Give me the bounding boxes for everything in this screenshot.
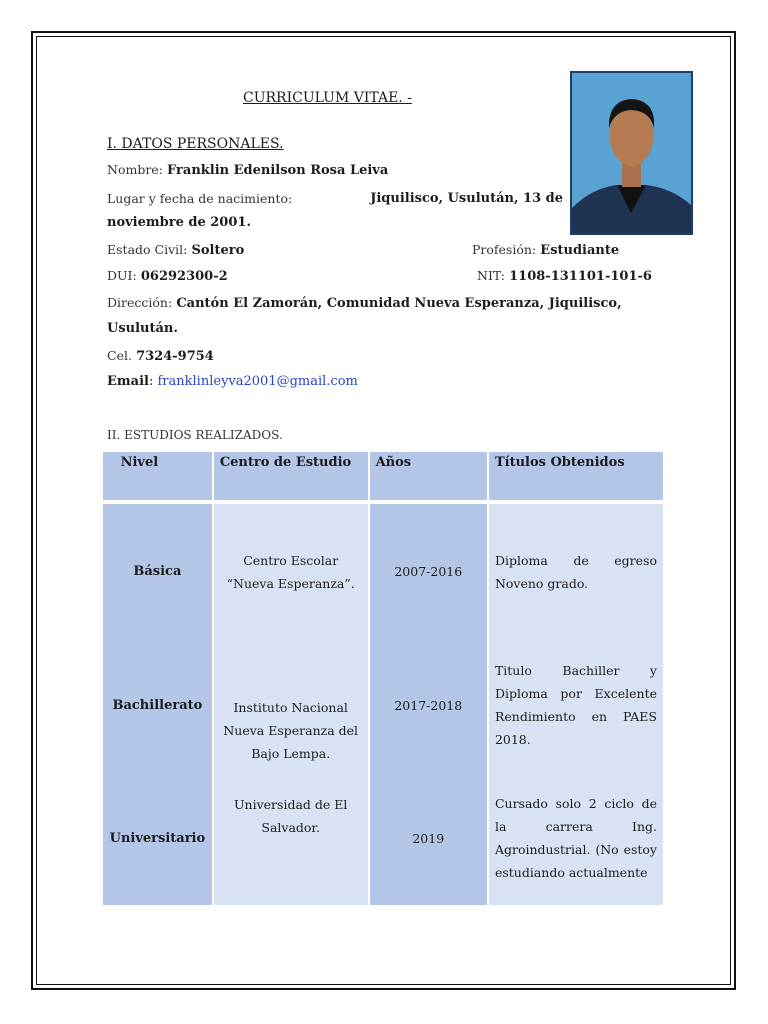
- table-row: [103, 504, 663, 639]
- address-line: [107, 291, 622, 315]
- cell-anios: 2017-2018: [370, 639, 487, 771]
- column-header-centro: Centro de Estudio: [214, 452, 368, 500]
- address-value-1: Cantón El Zamorán, Comunidad Nueva Esperanza, Jiquilisco,: [176, 296, 622, 311]
- dui-value: 06292300-2: [140, 269, 228, 284]
- cell-centro: Instituto Nacional Nueva Esperanza del Bajo Lempa.: [214, 639, 368, 771]
- email-line: [107, 370, 358, 393]
- civil-status-label: Estado Civil:: [107, 242, 188, 257]
- studies-heading: II. ESTUDIOS REALIZADOS.: [107, 428, 283, 442]
- nit-line: [477, 264, 652, 288]
- phone-label: Cel.: [107, 348, 132, 363]
- name-value: Franklin Edenilson Rosa Leiva: [167, 163, 389, 178]
- studies-header-row: [103, 452, 663, 500]
- cell-anios: 2007-2016: [370, 504, 487, 639]
- profession-value: Estudiante: [540, 243, 620, 258]
- cell-centro: Centro Escolar “Nueva Esperanza”.: [214, 504, 368, 639]
- cell-titulo: Diploma de egreso Noveno grado.: [489, 504, 663, 639]
- dui-label: DUI:: [107, 268, 137, 283]
- cell-centro: Universidad de El Salvador.: [214, 771, 368, 905]
- birth-value-1: Jiquilisco, Usulután, 13 de: [370, 191, 563, 206]
- phone-line: [107, 344, 214, 368]
- name-label: Nombre:: [107, 162, 163, 177]
- page-title: CURRICULUM VITAE. -: [243, 90, 412, 106]
- cell-nivel: Bachillerato: [103, 639, 212, 771]
- email-separator: :: [148, 374, 154, 389]
- profession-label: Profesión:: [472, 242, 537, 257]
- nit-value: 1108-131101-101-6: [509, 269, 652, 284]
- cell-titulo: Cursado solo 2 ciclo de la carrera Ing. Agroindustrial. (No estoy estudiando actualmente: [489, 771, 663, 905]
- table-row: [103, 639, 663, 771]
- address-line-2: [107, 317, 178, 340]
- cell-titulo: Titulo Bachiller y Diploma por Excelente Rendimiento en PAES 2018.: [489, 639, 663, 771]
- email-link[interactable]: franklinleyva2001@gmail.com: [157, 374, 358, 389]
- birth-line-2: [107, 211, 251, 234]
- column-header-nivel: Nivel: [103, 452, 212, 500]
- name-line: [107, 158, 388, 182]
- cell-nivel: Universitario: [103, 771, 212, 905]
- profession-line: [472, 238, 619, 262]
- cell-nivel: Básica: [103, 504, 212, 639]
- birth-value-2: noviembre de 2001.: [107, 215, 251, 230]
- civil-status-value: Soltero: [191, 243, 245, 258]
- studies-table: [101, 452, 665, 905]
- phone-value: 7324-9754: [136, 349, 214, 364]
- column-header-titulos: Títulos Obtenidos: [489, 452, 663, 500]
- nit-label: NIT:: [477, 268, 505, 283]
- address-value-2: Usulután.: [107, 321, 178, 336]
- birth-label: Lugar y fecha de nacimiento:: [107, 191, 293, 206]
- address-label: Dirección:: [107, 295, 173, 310]
- profile-photo: [570, 71, 693, 235]
- personal-data-heading: I. DATOS PERSONALES.: [107, 136, 284, 152]
- table-row: [103, 771, 663, 905]
- cell-anios: 2019: [370, 771, 487, 905]
- civil-status-line: [107, 238, 244, 262]
- birth-line: [107, 187, 563, 210]
- column-header-anios: Años: [370, 452, 487, 500]
- email-label: Email: [107, 374, 149, 389]
- dui-line: [107, 264, 228, 288]
